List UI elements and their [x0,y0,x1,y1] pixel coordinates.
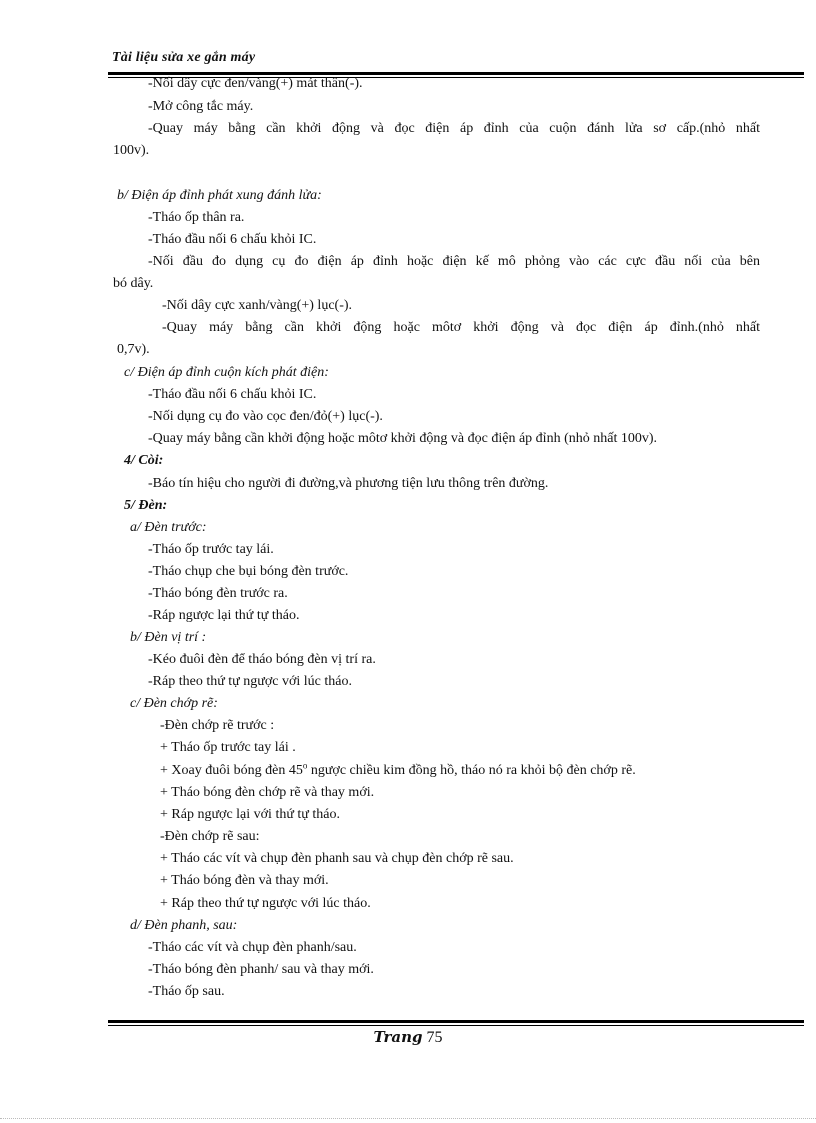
text-line: -Đèn chớp rẽ trước : [160,718,275,733]
text-line: -Nối đầu đo dụng cụ đo điện áp đỉnh hoặc điện kế mô phỏng vào các cực đầu nối của bên [148,254,760,269]
text-line: -Báo tín hiệu cho người đi đường,và phương tiện lưu thông trên đường. [148,476,549,491]
text-line: 100v). [113,143,150,158]
text-line: -Đèn chớp rẽ sau: [160,829,260,844]
footer-rule-thick [108,1020,804,1023]
text-line: -Ráp ngược lại thứ tự tháo. [148,608,300,623]
text-line: -Quay máy bằng cần khởi động hoặc môtơ khởi động và đọc điện áp đỉnh (nhỏ nhất 100v). [148,431,657,446]
footer-rule-thin [108,1025,804,1026]
text-line: -Tháo đầu nối 6 chấu khỏi IC. [148,232,317,247]
text-line: -Tháo bóng đèn phanh/ sau và thay mới. [148,962,374,977]
text-line: -Tháo các vít và chụp đèn phanh/sau. [148,940,357,955]
text-line: -Tháo chụp che bụi bóng đèn trước. [148,564,349,579]
section-heading: 5/ Đèn: [124,498,168,513]
text-line: bó dây. [113,276,154,291]
text-line: -Tháo bóng đèn trước ra. [148,586,288,601]
text-line: + Tháo bóng đèn và thay mới. [160,873,329,888]
text-line: -Tháo đầu nối 6 chấu khỏi IC. [148,387,317,402]
text-line: + Ráp ngược lại với thứ tự tháo. [160,807,340,822]
page-number-value: 75 [426,1029,443,1046]
text-line: -Ráp theo thứ tự ngược với lúc tháo. [148,674,352,689]
section-heading: a/ Đèn trước: [130,520,207,535]
text-line: + Xoay đuôi bóng đèn 45$^o$ ngược chiều kim đồng hồ, tháo nó ra khỏi bộ đèn chớp rẽ. [160,760,636,778]
section-heading: 4/ Còi: [124,453,164,468]
text-line: + Tháo bóng đèn chớp rẽ và thay mới. [160,785,375,800]
text-line: + Ráp theo thứ tự ngược với lúc tháo. [160,896,371,911]
text-line: -Quay máy bằng cần khởi động và đọc điện áp đỉnh của cuộn đánh lửa sơ cấp.(nhỏ nhất [148,121,760,136]
text-line: -Mở công tắc máy. [148,99,254,114]
text-line: -Nối dây cực xanh/vàng(+) lục(-). [162,298,353,313]
text-line: + Tháo các vít và chụp đèn phanh sau và chụp đèn chớp rẽ sau. [160,851,514,866]
section-heading: c/ Điện áp đỉnh cuộn kích phát điện: [124,365,329,380]
text-line: -Nối dây cực đen/vàng(+) mát thân(-). [148,76,363,91]
text-line: -Quay máy bằng cần khởi động hoặc môtơ khởi động và đọc điện áp đỉnh.(nhỏ nhất [162,320,760,335]
text-line: 0,7v). [117,342,150,357]
document-title: Tài liệu sửa xe gắn máy [112,50,256,65]
section-heading: b/ Điện áp đỉnh phát xung đánh lửa: [117,188,322,203]
text-line: + Tháo ốp trước tay lái . [160,740,296,755]
text-line: -Tháo ốp sau. [148,984,225,999]
page-edge-divider [0,1118,816,1119]
page-label: Trang [373,1028,423,1046]
section-heading: c/ Đèn chớp rẽ: [130,696,218,711]
section-heading: d/ Đèn phanh, sau: [130,918,238,933]
text-line: -Kéo đuôi đèn để tháo bóng đèn vị trí ra. [148,652,376,667]
text-line: -Tháo ốp thân ra. [148,210,245,225]
section-heading: b/ Đèn vị trí : [130,630,207,645]
text-line: -Tháo ốp trước tay lái. [148,542,274,557]
page-number [0,1028,816,1047]
text-line: -Nối dụng cụ đo vào cọc đen/đỏ(+) lục(-). [148,409,383,424]
